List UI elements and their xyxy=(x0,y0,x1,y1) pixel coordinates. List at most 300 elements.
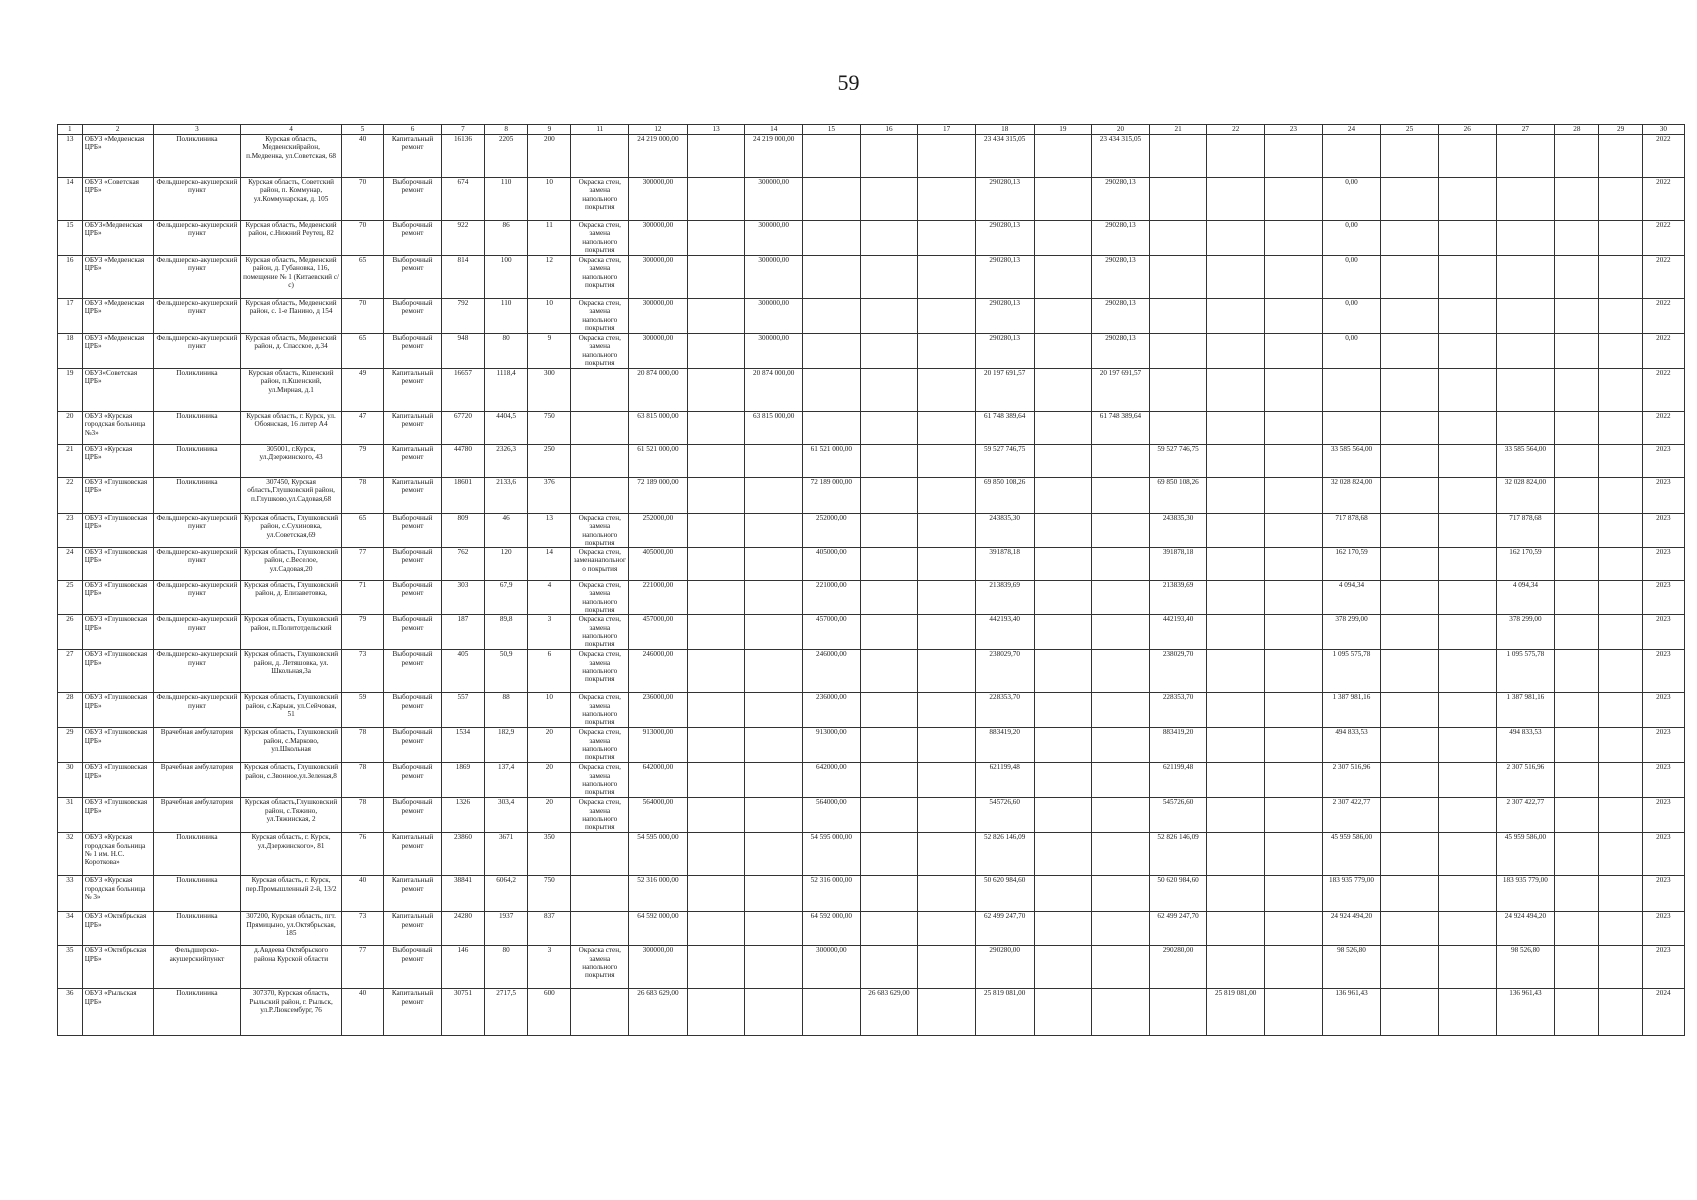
table-cell xyxy=(1599,876,1642,912)
table-cell: 1534 xyxy=(441,728,484,763)
table-cell: Окраска стен, замена напольного покрытия xyxy=(571,178,629,221)
table-cell: 442193,40 xyxy=(975,615,1034,650)
table-cell: 1118,4 xyxy=(485,369,528,412)
table-cell: Выборочный ремонт xyxy=(384,334,442,369)
table-cell xyxy=(1599,650,1642,693)
table-cell xyxy=(1555,256,1599,299)
table-cell xyxy=(1207,876,1265,912)
table-cell: 63 815 000,00 xyxy=(629,412,688,445)
table-cell: 40 xyxy=(342,989,384,1036)
table-cell xyxy=(860,876,918,912)
table-cell: 621199,48 xyxy=(975,763,1034,798)
table-cell: 33 585 564,00 xyxy=(1322,445,1381,478)
table-cell: 391878,18 xyxy=(1149,548,1207,581)
table-cell: 136 961,43 xyxy=(1496,989,1555,1036)
table-cell xyxy=(1034,334,1092,369)
table-cell xyxy=(687,763,745,798)
table-cell xyxy=(1034,178,1092,221)
table-cell: 913000,00 xyxy=(629,728,688,763)
table-cell xyxy=(1034,763,1092,798)
table-cell: 67,9 xyxy=(485,581,528,615)
table-cell: 78 xyxy=(342,478,384,514)
table-cell: 750 xyxy=(528,412,571,445)
table-cell xyxy=(1555,728,1599,763)
table-row xyxy=(58,369,1685,412)
table-cell xyxy=(1265,650,1323,693)
table-cell: 59 527 746,75 xyxy=(975,445,1034,478)
table-cell: Окраска стен, замена напольного покрытия xyxy=(571,334,629,369)
table-cell: 290280,13 xyxy=(1092,178,1150,221)
table-cell xyxy=(687,693,745,728)
table-cell xyxy=(1438,221,1496,256)
table-cell: 14 xyxy=(528,548,571,581)
table-cell: 24 924 494,20 xyxy=(1496,912,1555,946)
table-cell xyxy=(1265,693,1323,728)
column-number: 30 xyxy=(1642,125,1684,135)
table-cell: Врачебная амбулатория xyxy=(153,798,240,833)
table-cell xyxy=(860,833,918,876)
table-cell: 24 219 000,00 xyxy=(745,135,803,178)
table-cell xyxy=(745,693,803,728)
table-cell xyxy=(918,548,976,581)
table-cell xyxy=(745,615,803,650)
repair-program-table xyxy=(57,124,1685,1036)
table-cell xyxy=(1381,178,1439,221)
table-row xyxy=(58,299,1685,334)
table-cell xyxy=(1381,135,1439,178)
table-cell: Поликлиника xyxy=(153,445,240,478)
table-cell: 80 xyxy=(485,946,528,989)
column-number: 23 xyxy=(1265,125,1323,135)
table-cell xyxy=(571,445,629,478)
table-cell: 183 935 779,00 xyxy=(1322,876,1381,912)
table-cell: 4 094,34 xyxy=(1496,581,1555,615)
table-cell xyxy=(745,514,803,548)
table-cell xyxy=(1207,412,1265,445)
table-cell: Поликлиника xyxy=(153,912,240,946)
table-cell: 21 xyxy=(58,445,83,478)
table-cell xyxy=(745,478,803,514)
table-cell xyxy=(918,299,976,334)
table-cell: Выборочный ремонт xyxy=(384,299,442,334)
table-cell: 62 499 247,70 xyxy=(1149,912,1207,946)
table-row xyxy=(58,445,1685,478)
table-cell xyxy=(745,833,803,876)
table-cell xyxy=(1496,135,1555,178)
table-cell: 0,00 xyxy=(1322,334,1381,369)
table-cell xyxy=(1381,912,1439,946)
table-cell: Фельдшерско-акушерский пункт xyxy=(153,693,240,728)
table-cell: Окраска стен, замена напольного покрытия xyxy=(571,728,629,763)
table-cell xyxy=(1265,514,1323,548)
table-cell: 89,8 xyxy=(485,615,528,650)
table-cell: 20 xyxy=(528,763,571,798)
table-cell xyxy=(1555,876,1599,912)
table-cell: 61 521 000,00 xyxy=(629,445,688,478)
table-cell xyxy=(1599,989,1642,1036)
table-cell xyxy=(1599,412,1642,445)
table-cell xyxy=(1496,334,1555,369)
table-cell xyxy=(860,412,918,445)
table-cell: 25 819 081,00 xyxy=(1207,989,1265,1036)
table-cell xyxy=(1438,876,1496,912)
column-number: 7 xyxy=(441,125,484,135)
table-cell: ОБУЗ «Октябрьская ЦРБ» xyxy=(82,946,153,989)
table-cell xyxy=(1149,299,1207,334)
table-cell xyxy=(860,256,918,299)
table-cell: ОБУЗ «Глушковская ЦРБ» xyxy=(82,728,153,763)
table-cell: ОБУЗ «Медвенская ЦРБ» xyxy=(82,334,153,369)
table-cell xyxy=(918,178,976,221)
table-cell: 2023 xyxy=(1642,650,1684,693)
column-number: 1 xyxy=(58,125,83,135)
table-cell: 4404,5 xyxy=(485,412,528,445)
table-row xyxy=(58,178,1685,221)
table-cell xyxy=(803,221,861,256)
table-cell: 1326 xyxy=(441,798,484,833)
table-cell xyxy=(860,135,918,178)
table-cell: 238029,70 xyxy=(975,650,1034,693)
table-cell xyxy=(803,299,861,334)
table-row xyxy=(58,581,1685,615)
table-cell: 44780 xyxy=(441,445,484,478)
table-cell: 600 xyxy=(528,989,571,1036)
table-cell: 32 028 824,00 xyxy=(1322,478,1381,514)
table-cell: ОБУЗ «Глушковская ЦРБ» xyxy=(82,514,153,548)
table-cell: 77 xyxy=(342,946,384,989)
table-cell: 20 xyxy=(528,798,571,833)
table-cell: Капитальный ремонт xyxy=(384,833,442,876)
table-cell xyxy=(918,798,976,833)
table-cell xyxy=(1092,763,1150,798)
table-cell: 290280,00 xyxy=(1149,946,1207,989)
table-cell xyxy=(1092,650,1150,693)
table-cell xyxy=(1599,615,1642,650)
table-cell: Фельдшерско-акушерский пункт xyxy=(153,221,240,256)
table-cell: 50,9 xyxy=(485,650,528,693)
table-cell: ОБУЗ «Медвенская ЦРБ» xyxy=(82,299,153,334)
table-cell xyxy=(1034,299,1092,334)
table-cell: Фельдшерско-акушерский пункт xyxy=(153,334,240,369)
table-cell: 243835,30 xyxy=(975,514,1034,548)
table-cell xyxy=(1207,299,1265,334)
table-cell xyxy=(1207,581,1265,615)
table-cell xyxy=(918,514,976,548)
table-cell: 6 xyxy=(528,650,571,693)
table-cell xyxy=(1207,728,1265,763)
table-cell: 303 xyxy=(441,581,484,615)
table-cell: 86 xyxy=(485,221,528,256)
table-cell xyxy=(1438,989,1496,1036)
table-cell: Окраска стен, замена напольного покрытия xyxy=(571,946,629,989)
table-cell: 300000,00 xyxy=(803,946,861,989)
table-cell xyxy=(1092,548,1150,581)
table-cell xyxy=(1438,548,1496,581)
table-cell: Курская область,Глушковский район, с.Тяжино, ул.Тяжинская, 2 xyxy=(241,798,342,833)
table-cell xyxy=(918,946,976,989)
table-cell xyxy=(1496,412,1555,445)
table-cell: 27 xyxy=(58,650,83,693)
table-cell: 77 xyxy=(342,548,384,581)
table-cell xyxy=(1034,728,1092,763)
table-cell xyxy=(860,912,918,946)
table-cell: ОБУЗ«Медвенская ЦРБ» xyxy=(82,221,153,256)
table-cell: Курская область, г. Курск, пер.Промышленный 2-й, 13/2 xyxy=(241,876,342,912)
table-cell xyxy=(918,478,976,514)
table-cell: Окраска стен, заменанапольного покрытия xyxy=(571,548,629,581)
table-row xyxy=(58,912,1685,946)
table-row xyxy=(58,693,1685,728)
table-cell xyxy=(687,989,745,1036)
table-cell: 2023 xyxy=(1642,946,1684,989)
table-cell: 2023 xyxy=(1642,763,1684,798)
table-cell: Фельдшерско-акушерский пункт xyxy=(153,650,240,693)
table-cell xyxy=(571,912,629,946)
table-cell xyxy=(1555,445,1599,478)
table-cell: 120 xyxy=(485,548,528,581)
table-cell xyxy=(1207,478,1265,514)
table-cell: 564000,00 xyxy=(803,798,861,833)
table-cell xyxy=(918,445,976,478)
table-cell xyxy=(860,650,918,693)
table-cell xyxy=(860,581,918,615)
table-cell: ОБУЗ «Глушковская ЦРБ» xyxy=(82,763,153,798)
table-cell xyxy=(1265,615,1323,650)
table-cell: 303,4 xyxy=(485,798,528,833)
table-cell xyxy=(1322,135,1381,178)
table-cell: 78 xyxy=(342,763,384,798)
table-cell xyxy=(1265,989,1323,1036)
table-cell: 65 xyxy=(342,256,384,299)
table-cell: Выборочный ремонт xyxy=(384,693,442,728)
table-cell: 50 620 984,60 xyxy=(1149,876,1207,912)
table-cell xyxy=(1092,514,1150,548)
table-cell xyxy=(1555,478,1599,514)
table-cell xyxy=(687,178,745,221)
table-cell xyxy=(1092,833,1150,876)
table-cell xyxy=(1438,178,1496,221)
table-cell: 300000,00 xyxy=(629,221,688,256)
table-cell xyxy=(1496,178,1555,221)
table-cell: 948 xyxy=(441,334,484,369)
table-cell: 2717,5 xyxy=(485,989,528,1036)
table-cell xyxy=(687,946,745,989)
table-cell xyxy=(1438,135,1496,178)
table-cell: Выборочный ремонт xyxy=(384,221,442,256)
table-cell xyxy=(1381,876,1439,912)
table-cell: 46 xyxy=(485,514,528,548)
table-cell: 290280,13 xyxy=(975,221,1034,256)
table-cell: 300000,00 xyxy=(745,221,803,256)
table-cell: 20 197 691,57 xyxy=(1092,369,1150,412)
table-cell: 290280,13 xyxy=(1092,299,1150,334)
table-cell: 18 xyxy=(58,334,83,369)
table-cell xyxy=(687,650,745,693)
table-cell: Выборочный ремонт xyxy=(384,256,442,299)
table-cell xyxy=(1381,989,1439,1036)
table-cell xyxy=(1438,728,1496,763)
table-cell xyxy=(803,369,861,412)
table-cell: 24 219 000,00 xyxy=(629,135,688,178)
column-number: 5 xyxy=(342,125,384,135)
table-cell xyxy=(918,135,976,178)
table-cell xyxy=(1438,334,1496,369)
column-number: 11 xyxy=(571,125,629,135)
column-number: 2 xyxy=(82,125,153,135)
table-cell xyxy=(1265,412,1323,445)
table-cell xyxy=(1265,763,1323,798)
table-cell xyxy=(1149,135,1207,178)
table-cell: 47 xyxy=(342,412,384,445)
table-cell: 913000,00 xyxy=(803,728,861,763)
table-cell: Поликлиника xyxy=(153,135,240,178)
table-cell: 11 xyxy=(528,221,571,256)
table-cell xyxy=(1092,693,1150,728)
table-cell: 2022 xyxy=(1642,412,1684,445)
table-cell xyxy=(860,728,918,763)
table-row xyxy=(58,221,1685,256)
column-number: 4 xyxy=(241,125,342,135)
table-cell xyxy=(571,135,629,178)
table-row xyxy=(58,514,1685,548)
table-cell: Курская область, Медвенский район, д. Губановка, 116, помещение № 1 (Китаевский с/с) xyxy=(241,256,342,299)
table-cell xyxy=(1034,412,1092,445)
table-cell: 52 316 000,00 xyxy=(629,876,688,912)
table-cell xyxy=(1034,615,1092,650)
table-cell: 71 xyxy=(342,581,384,615)
table-cell: 2022 xyxy=(1642,178,1684,221)
table-cell xyxy=(918,989,976,1036)
table-cell: 29 xyxy=(58,728,83,763)
table-cell xyxy=(1207,548,1265,581)
table-row xyxy=(58,548,1685,581)
table-cell xyxy=(1555,412,1599,445)
table-cell: 236000,00 xyxy=(629,693,688,728)
table-cell xyxy=(1381,445,1439,478)
table-cell: 1 095 575,78 xyxy=(1496,650,1555,693)
table-cell xyxy=(1555,693,1599,728)
table-cell: 290280,13 xyxy=(975,299,1034,334)
table-cell: 26 683 629,00 xyxy=(860,989,918,1036)
table-cell: 200 xyxy=(528,135,571,178)
table-cell xyxy=(918,412,976,445)
table-cell: 32 xyxy=(58,833,83,876)
table-cell xyxy=(1599,581,1642,615)
table-cell: 290280,00 xyxy=(975,946,1034,989)
table-cell: 290280,13 xyxy=(975,256,1034,299)
table-cell: ОБУЗ «Советская ЦРБ» xyxy=(82,178,153,221)
table-cell: 17 xyxy=(58,299,83,334)
table-cell xyxy=(860,299,918,334)
table-cell xyxy=(918,763,976,798)
table-cell xyxy=(860,693,918,728)
table-cell: Окраска стен, замена напольного покрытия xyxy=(571,221,629,256)
table-cell xyxy=(571,369,629,412)
table-cell: 405 xyxy=(441,650,484,693)
table-cell: Курская область, г. Курск, ул.Дзержинского», 81 xyxy=(241,833,342,876)
table-cell xyxy=(1438,412,1496,445)
table-cell xyxy=(745,912,803,946)
column-number: 12 xyxy=(629,125,688,135)
table-cell: 2023 xyxy=(1642,728,1684,763)
table-cell: 45 959 586,00 xyxy=(1322,833,1381,876)
table-cell: 300000,00 xyxy=(629,334,688,369)
table-cell: 0,00 xyxy=(1322,178,1381,221)
table-cell: 18601 xyxy=(441,478,484,514)
table-cell: Курская область, Медвенский район, с. 1-е Панино, д 154 xyxy=(241,299,342,334)
table-cell: Окраска стен, замена напольного покрытия xyxy=(571,514,629,548)
table-cell xyxy=(1599,369,1642,412)
table-cell: Курская область, Медвенский район, д. Спасское, д.34 xyxy=(241,334,342,369)
table-cell: 246000,00 xyxy=(629,650,688,693)
table-cell xyxy=(860,548,918,581)
table-cell: 24 xyxy=(58,548,83,581)
table-row xyxy=(58,478,1685,514)
table-cell: 146 xyxy=(441,946,484,989)
table-cell: Окраска стен, замена напольного покрытия xyxy=(571,650,629,693)
table-cell xyxy=(1381,693,1439,728)
table-cell: Поликлиника xyxy=(153,369,240,412)
table-cell: 290280,13 xyxy=(1092,221,1150,256)
table-cell xyxy=(1092,478,1150,514)
table-cell xyxy=(1555,514,1599,548)
table-cell xyxy=(860,763,918,798)
table-row xyxy=(58,650,1685,693)
table-cell: Капитальный ремонт xyxy=(384,876,442,912)
table-cell: 1 095 575,78 xyxy=(1322,650,1381,693)
table-cell: 100 xyxy=(485,256,528,299)
table-cell: Капитальный ремонт xyxy=(384,445,442,478)
table-cell xyxy=(1438,798,1496,833)
table-cell: 564000,00 xyxy=(629,798,688,833)
table-cell: 45 959 586,00 xyxy=(1496,833,1555,876)
table-cell xyxy=(1555,581,1599,615)
table-cell xyxy=(1438,650,1496,693)
table-cell xyxy=(1496,256,1555,299)
table-row xyxy=(58,798,1685,833)
table-cell: Фельдшерско-акушерский пункт xyxy=(153,615,240,650)
table-cell: 1 387 981,16 xyxy=(1496,693,1555,728)
table-cell xyxy=(1034,876,1092,912)
table-cell xyxy=(745,946,803,989)
table-cell: 2022 xyxy=(1642,256,1684,299)
table-cell: 621199,48 xyxy=(1149,763,1207,798)
table-cell: 300000,00 xyxy=(629,299,688,334)
table-cell: Окраска стен, замена напольного покрытия xyxy=(571,615,629,650)
table-cell: 837 xyxy=(528,912,571,946)
table-cell xyxy=(745,445,803,478)
table-cell: 290280,13 xyxy=(1092,334,1150,369)
table-cell: Фельдшерско-акушерский пункт xyxy=(153,299,240,334)
table-cell: 2 307 422,77 xyxy=(1496,798,1555,833)
table-cell: 405000,00 xyxy=(803,548,861,581)
table-cell xyxy=(918,369,976,412)
table-cell xyxy=(1207,798,1265,833)
table-cell: Курская область, Глушковский район, д. Елизаветовка, xyxy=(241,581,342,615)
table-cell: 792 xyxy=(441,299,484,334)
table-cell xyxy=(1555,369,1599,412)
table-cell: 376 xyxy=(528,478,571,514)
table-cell: 307200, Курская область, пгт. Прямицыно, ул.Октябрьская, 185 xyxy=(241,912,342,946)
table-cell: 290280,13 xyxy=(1092,256,1150,299)
table-cell: 61 521 000,00 xyxy=(803,445,861,478)
table-cell xyxy=(860,615,918,650)
table-cell: 162 170,59 xyxy=(1496,548,1555,581)
table-cell: 350 xyxy=(528,833,571,876)
table-cell: 2023 xyxy=(1642,581,1684,615)
table-cell xyxy=(1555,548,1599,581)
table-cell: 24 924 494,20 xyxy=(1322,912,1381,946)
